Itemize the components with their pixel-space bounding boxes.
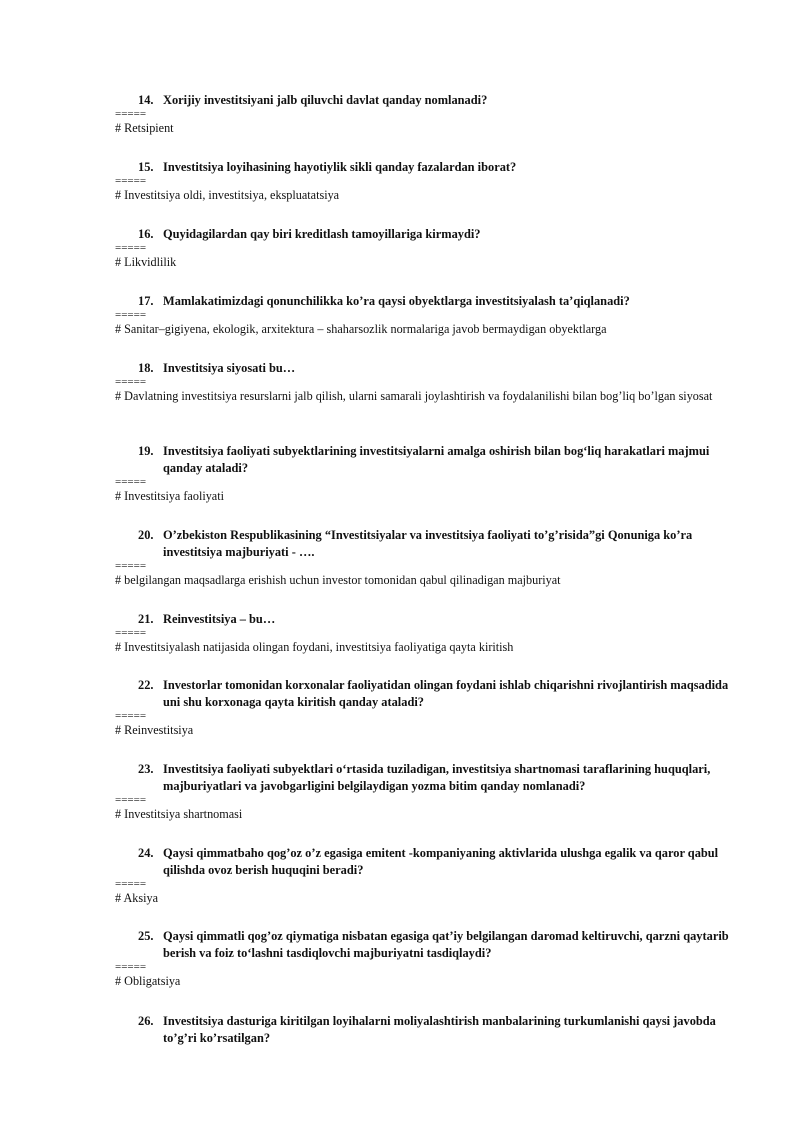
answer-text: # Likvidlilik (115, 255, 177, 269)
question-20 (0, 527, 800, 589)
question-text: Mamlakatimizdagi qonunchilikka ko’ra qaysi obyektlarga investitsiyalash ta’qiqlanadi? (163, 294, 630, 308)
question-19 (0, 443, 800, 505)
answer-text: # Aksiya (115, 891, 158, 905)
separator: ===== (115, 175, 147, 187)
answer-text: # Sanitar–gigiyena, ekologik, arxitektura – shaharsozlik normalariga javob bermaydigan obyektlarga (115, 322, 607, 336)
answer-text: # Reinvestitsiya (115, 723, 194, 737)
question-18 (0, 360, 800, 405)
question-text: Investitsiya loyihasining hayotiylik sikli qanday fazalardan iborat? (163, 160, 517, 174)
separator: ===== (115, 710, 147, 722)
separator: ===== (115, 961, 147, 973)
question-number: 23. (138, 762, 154, 776)
separator: ===== (115, 309, 147, 321)
question-16 (0, 226, 800, 271)
question-number: 19. (138, 444, 154, 458)
answer-text: # Investitsiya faoliyati (115, 489, 224, 503)
question-number: 22. (138, 678, 154, 692)
question-text: Investitsiya faoliyati subyektlarining investitsiyalarni amalga oshirish bilan bog‘liq harakatlari majmui qanday ataladi? (163, 444, 710, 475)
separator: ===== (115, 376, 147, 388)
separator: ===== (115, 476, 147, 488)
answer-text: # Obligatsiya (115, 974, 181, 988)
answer-text: # Davlatning investitsiya resurslarni jalb qilish, ularni samarali joylashtirish va foydalanilishi bilan bog’liq bo’lgan siyosat (115, 389, 713, 403)
question-number: 14. (138, 93, 154, 107)
answer-text: # belgilangan maqsadlarga erishish uchun investor tomonidan qabul qilinadigan majburiyat (115, 573, 561, 587)
question-21 (0, 611, 800, 656)
question-number: 24. (138, 846, 154, 860)
answer-text: # Retsipient (115, 121, 174, 135)
question-text: Investitsiya siyosati bu… (163, 361, 296, 375)
question-number: 18. (138, 361, 154, 375)
separator: ===== (115, 794, 147, 806)
question-text: Reinvestitsiya – bu… (163, 612, 276, 626)
question-number: 26. (138, 1014, 154, 1028)
answer-text: # Investitsiya oldi, investitsiya, ekspluatatsiya (115, 188, 340, 202)
question-text: Investitsiya faoliyati subyektlari o‘rtasida tuziladigan, investitsiya shartnomasi taraflarining huquqlari, majburiyatlari va javobgarligini belgilaydigan yozma bitim qanday nomlanadi? (163, 762, 711, 793)
question-number: 15. (138, 160, 154, 174)
question-text: Investitsiya dasturiga kiritilgan loyihalarni moliyalashtirish manbalarining turkumlanishi qaysi javobda to’g’ri ko’rsatilgan? (163, 1014, 716, 1045)
separator: ===== (115, 108, 147, 120)
question-text: Investorlar tomonidan korxonalar faoliyatidan olingan foydani ishlab chiqarishni rivojlantirish maqsadida uni shu korxonaga qayta kiritish qanday ataladi? (163, 678, 729, 709)
question-text: Qaysi qimmatli qog’oz qiymatiga nisbatan egasiga qat’iy belgilangan daromad keltiruvchi, qarzni qaytarib berish va foiz to‘lashni tasdiqlovchi majburiyatni tasdiqlaydi? (163, 929, 729, 960)
question-number: 20. (138, 528, 154, 542)
question-17 (0, 293, 800, 338)
question-text: Quyidagilardan qay biri kreditlash tamoyillariga kirmaydi? (163, 227, 481, 241)
question-14 (0, 92, 800, 137)
question-text: O’zbekiston Respublikasining “Investitsiyalar va investitsiya faoliyati to’g’risida”gi Qonuniga ko’ra investitsiya majburiyati - …. (163, 528, 693, 559)
separator: ===== (115, 878, 147, 890)
question-15 (0, 159, 800, 204)
question-25 (0, 928, 800, 990)
question-number: 25. (138, 929, 154, 943)
question-text: Xorijiy investitsiyani jalb qiluvchi davlat qanday nomlanadi? (163, 93, 488, 107)
answer-text: # Investitsiya shartnomasi (115, 807, 243, 821)
question-22 (0, 677, 800, 739)
question-24 (0, 845, 800, 907)
question-number: 17. (138, 294, 154, 308)
question-26 (0, 1013, 800, 1047)
separator: ===== (115, 560, 147, 572)
separator: ===== (115, 242, 147, 254)
answer-text: # Investitsiyalash natijasida olingan foydani, investitsiya faoliyatiga qayta kiritish (115, 640, 514, 654)
separator: ===== (115, 627, 147, 639)
question-text: Qaysi qimmatbaho qog’oz o’z egasiga emitent -kompaniyaning aktivlarida ulushga egalik va qaror qabul qilishda ovoz berish huquqini beradi? (163, 846, 719, 877)
question-number: 16. (138, 227, 154, 241)
question-23 (0, 761, 800, 823)
question-number: 21. (138, 612, 154, 626)
